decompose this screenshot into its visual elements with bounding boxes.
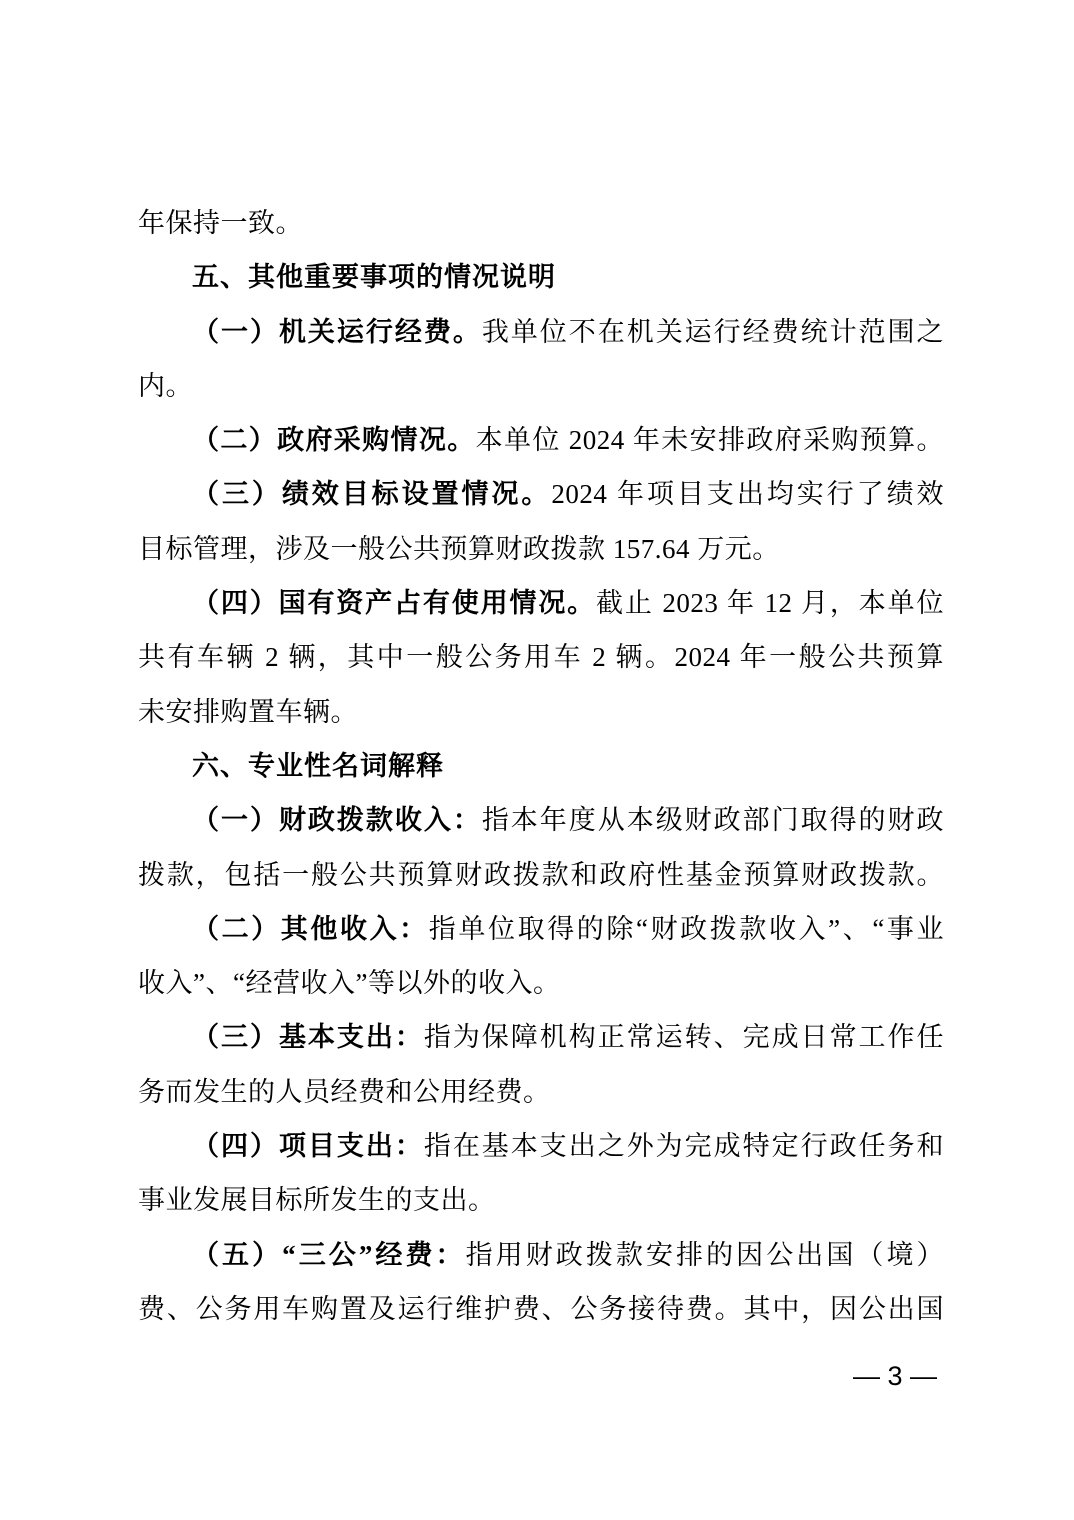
paragraph-line: [138, 576, 944, 630]
paragraph-line: [138, 305, 944, 359]
line-text: 务而发生的人员经费和公用经费。: [138, 1076, 551, 1107]
heading-text: 六、专业性名词解释: [192, 750, 444, 781]
lead-label: （二）其他收入：: [192, 913, 429, 944]
page-number: — 3 —: [852, 1361, 937, 1391]
line-text: 目标管理，涉及一般公共预算财政拨款 157.64 万元。: [138, 533, 780, 564]
text-line: [138, 196, 944, 250]
lead-label: （四）项目支出：: [192, 1131, 424, 1162]
paragraph-line: [138, 902, 944, 956]
text-line: [138, 522, 944, 576]
paragraph-line: [138, 413, 944, 467]
paragraph-line: [138, 1010, 944, 1064]
line-text: 未安排购置车辆。: [138, 696, 358, 727]
lead-label: （四）国有资产占有使用情况。: [192, 588, 597, 619]
text-line: [138, 630, 944, 684]
text-line: [138, 685, 944, 739]
line-text: 指用财政拨款安排的因公出国（境）: [465, 1239, 944, 1270]
text-line: [138, 1065, 944, 1119]
text-line: [138, 1173, 944, 1227]
line-text: 共有车辆 2 辆，其中一般公务用车 2 辆。2024 年一般公共预算: [138, 642, 944, 673]
line-text: 指为保障机构正常运转、完成日常工作任: [423, 1022, 944, 1053]
line-text: 我单位不在机关运行经费统计范围之: [481, 316, 944, 347]
line-text: 年保持一致。: [138, 208, 303, 238]
section-heading-5: [138, 250, 944, 304]
line-text: 收入”、“经营收入”等以外的收入。: [138, 968, 561, 999]
line-text: 指在基本支出之外为完成特定行政任务和: [423, 1131, 944, 1162]
lead-label: （二）政府采购情况。: [192, 425, 476, 456]
line-text: 本单位 2024 年未安排政府采购预算。: [475, 425, 944, 456]
line-text: 事业发展目标所发生的支出。: [138, 1185, 496, 1216]
paragraph-line: [138, 467, 944, 521]
line-text: 费、公务用车购置及运行维护费、公务接待费。其中，因公出国: [138, 1293, 944, 1324]
line-text: 内。: [138, 370, 193, 401]
line-text: 指本年度从本级财政部门取得的财政: [481, 805, 944, 836]
heading-text: 五、其他重要事项的情况说明: [192, 262, 556, 293]
line-text: 指单位取得的除“财政拨款收入”、“事业: [428, 913, 944, 944]
line-text: 2024 年项目支出均实行了绩效: [551, 479, 944, 510]
text-line: [138, 359, 944, 413]
line-text: 拨款，包括一般公共预算财政拨款和政府性基金预算财政拨款。: [138, 859, 944, 890]
text-line: [138, 1282, 944, 1336]
section-heading-6: [138, 739, 944, 793]
lead-label: （五）“三公”经费：: [192, 1239, 466, 1270]
text-line: [138, 956, 944, 1010]
paragraph-line: [138, 793, 944, 847]
paragraph-line: [138, 1228, 944, 1282]
lead-label: （三）基本支出：: [192, 1022, 424, 1053]
line-text: 截止 2023 年 12 月，本单位: [596, 588, 944, 619]
lead-label: （三）绩效目标设置情况。: [192, 479, 552, 510]
text-line: [138, 848, 944, 902]
lead-label: （一）财政拨款收入：: [192, 805, 482, 836]
paragraph-line: [138, 1119, 944, 1173]
lead-label: （一）机关运行经费。: [192, 316, 482, 347]
document-body: [138, 196, 944, 1336]
